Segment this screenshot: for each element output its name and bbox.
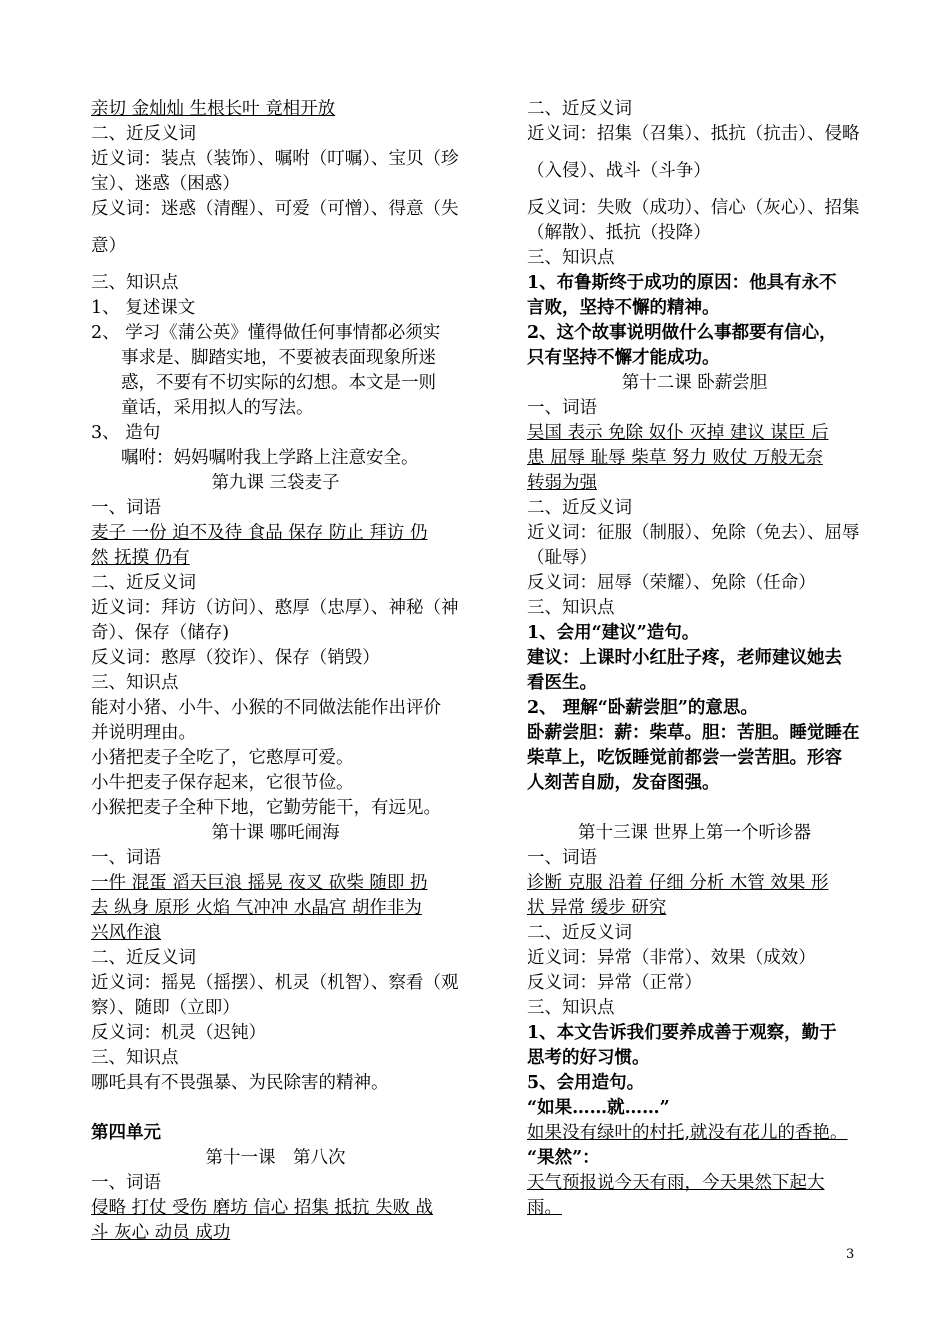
text-line: 二、近反义词 <box>527 498 632 518</box>
text-line: 反义词：异常（正常） <box>527 973 702 993</box>
text-line: 5、会用造句。 <box>527 1073 645 1093</box>
text-line: 一、词语 <box>91 848 161 868</box>
text-line: 三、知识点 <box>527 248 615 268</box>
text-line: “如果……就……” <box>527 1098 670 1118</box>
text-line: 近义词：装点（装饰）、嘱咐（叮嘱）、宝贝（珍 <box>91 149 459 169</box>
text-line: 第四单元 <box>91 1123 161 1143</box>
text-line: 只有坚持不懈才能成功。 <box>527 348 720 368</box>
text-line: （入侵）、战斗（斗争） <box>527 161 711 181</box>
text-line: 亲切 金灿灿 生根长叶 竟相开放 <box>91 99 336 119</box>
text-line: 小猪把麦子全吃了，它憨厚可爱。 <box>91 748 354 768</box>
text-line: 一件 混蛋 滔天巨浪 摇晃 夜叉 砍柴 随即 扔 <box>91 873 428 893</box>
text-line <box>527 147 862 159</box>
text-line: 3、 造句 <box>91 423 161 443</box>
text-line: “果然”： <box>527 1148 600 1168</box>
text-line: 二、近反义词 <box>91 573 196 593</box>
text-line: 第十一课 第八次 <box>205 1148 346 1168</box>
text-line: 看医生。 <box>527 673 597 693</box>
text-line: 宝）、迷惑（困惑） <box>91 174 240 194</box>
text-line <box>91 259 460 271</box>
text-line: 第十二课 卧薪尝胆 <box>621 373 768 393</box>
text-line: 一、词语 <box>91 498 161 518</box>
text-line: 1、布鲁斯终于成功的原因：他具有永不 <box>527 273 837 293</box>
text-line: 近义词：征服（制服）、免除（免去）、屈辱 <box>527 523 860 543</box>
text-line: 嘱咐：妈妈嘱咐我上学路上注意安全。 <box>121 448 419 468</box>
text-line: 1、会用“建议”造句。 <box>527 623 700 643</box>
text-line: 思考的好习惯。 <box>527 1048 650 1068</box>
text-line: 反义词：屈辱（荣耀）、免除（任命） <box>527 573 816 593</box>
text-line: 去 纵身 原形 火焰 气冲冲 水晶宫 胡作非为 <box>91 898 422 918</box>
text-line: 哪吒具有不畏强暴、为民除害的精神。 <box>91 1073 389 1093</box>
text-line: 三、知识点 <box>91 1048 179 1068</box>
text-line: 反义词：憨厚（狡诈）、保存（销毁） <box>91 648 380 668</box>
text-line: 转弱为强 <box>527 473 597 493</box>
text-line <box>527 184 862 196</box>
text-line: 一、词语 <box>91 1173 161 1193</box>
text-line <box>91 1096 460 1121</box>
text-line: 雨。 <box>527 1198 562 1218</box>
text-line: 柴草上，吃饭睡觉前都尝一尝苦胆。形容 <box>527 748 842 768</box>
text-line: 三、知识点 <box>527 998 615 1018</box>
text-line <box>527 796 862 821</box>
text-line: 2、 理解“卧薪尝胆”的意思。 <box>527 698 758 718</box>
text-line: 第十课 哪吒闹海 <box>211 823 340 843</box>
text-line: 兴风作浪 <box>91 923 161 943</box>
text-line: 三、知识点 <box>91 673 179 693</box>
text-line: 事求是、脚踏实地，不要被表面现象所迷 <box>121 348 436 368</box>
text-line: 然 抚摸 仍有 <box>91 548 190 568</box>
text-line: 惑，不要有不切实际的幻想。本文是一则 <box>121 373 436 393</box>
text-line: 吴国 表示 免除 奴仆 灭掉 建议 谋臣 后 <box>527 423 829 443</box>
text-line: 近义词：摇晃（摇摆）、机灵（机智）、察看（观 <box>91 973 459 993</box>
text-line: 1、 复述课文 <box>91 298 196 318</box>
text-line: 近义词：拜访（访问）、憨厚（忠厚）、神秘（神 <box>91 598 459 618</box>
text-line: 反义词：机灵（迟钝） <box>91 1023 266 1043</box>
text-line: 意） <box>91 236 126 256</box>
text-line <box>91 222 460 234</box>
text-line: （耻辱） <box>527 548 597 568</box>
text-line: 近义词：异常（非常）、效果（成效） <box>527 948 816 968</box>
page-number: 3 <box>846 1247 855 1262</box>
text-line: 如果没有绿叶的村托,就没有花儿的香艳。 <box>527 1123 848 1143</box>
text-line: 童话，采用拟人的写法。 <box>121 398 314 418</box>
text-line: 卧薪尝胆：薪：柴草。胆：苦胆。睡觉睡在 <box>527 723 860 743</box>
text-line: 第九课 三袋麦子 <box>211 473 340 493</box>
text-line: 能对小猪、小牛、小猴的不同做法能作出评价 <box>91 698 441 718</box>
right-column <box>527 97 862 1221</box>
text-line: 麦子 一份 迫不及待 食品 保存 防止 拜访 仍 <box>91 523 428 543</box>
text-line: 人刻苦自励，发奋图强。 <box>527 773 720 793</box>
text-line: 2、 学习《蒲公英》懂得做任何事情都必须实 <box>91 323 441 343</box>
text-line: 二、近反义词 <box>91 948 196 968</box>
text-line: 小猴把麦子全种下地，它勤劳能干，有远见。 <box>91 798 441 818</box>
text-line: 一、词语 <box>527 398 597 418</box>
text-line: 1、本文告诉我们要养成善于观察，勤于 <box>527 1023 837 1043</box>
text-line: 近义词：招集（召集）、抵抗（抗击）、侵略 <box>527 124 860 144</box>
text-line: 二、近反义词 <box>527 99 632 119</box>
text-line: 言败，坚持不懈的精神。 <box>527 298 720 318</box>
text-line: 患 屈辱 耻辱 柴草 努力 败仗 万般无奈 <box>527 448 823 468</box>
text-line: 侵略 打仗 受伤 磨坊 信心 招集 抵抗 失败 战 <box>91 1198 434 1218</box>
left-column <box>91 97 460 1246</box>
text-line: 并说明理由。 <box>91 723 196 743</box>
text-line: 状 异常 缓步 研究 <box>527 898 667 918</box>
text-line: 第十三课 世界上第一个听诊器 <box>577 823 812 843</box>
text-line: 察）、随即（立即） <box>91 998 240 1018</box>
text-line: 三、知识点 <box>527 598 615 618</box>
text-line: 反义词：失败（成功）、信心（灰心）、招集 <box>527 198 860 218</box>
text-line: 一、词语 <box>527 848 597 868</box>
text-line: 二、近反义词 <box>91 124 196 144</box>
text-line: （解散）、抵抗（投降） <box>527 223 711 243</box>
text-line: 2、这个故事说明做什么事都要有信心， <box>527 323 837 343</box>
text-line: 反义词：迷惑（清醒）、可爱（可憎）、得意（失 <box>91 199 459 219</box>
text-line: 三、知识点 <box>91 273 179 293</box>
text-line: 奇）、保存（储存) <box>91 623 230 643</box>
text-line: 天气预报说今天有雨，今天果然下起大 <box>527 1173 825 1193</box>
text-line: 小牛把麦子保存起来，它很节俭。 <box>91 773 354 793</box>
text-line: 诊断 克服 沿着 仔细 分析 木管 效果 形 <box>527 873 829 893</box>
text-line: 斗 灰心 动员 成功 <box>91 1223 231 1243</box>
text-line: 二、近反义词 <box>527 923 632 943</box>
text-line: 建议：上课时小红肚子疼，老师建议她去 <box>527 648 842 668</box>
